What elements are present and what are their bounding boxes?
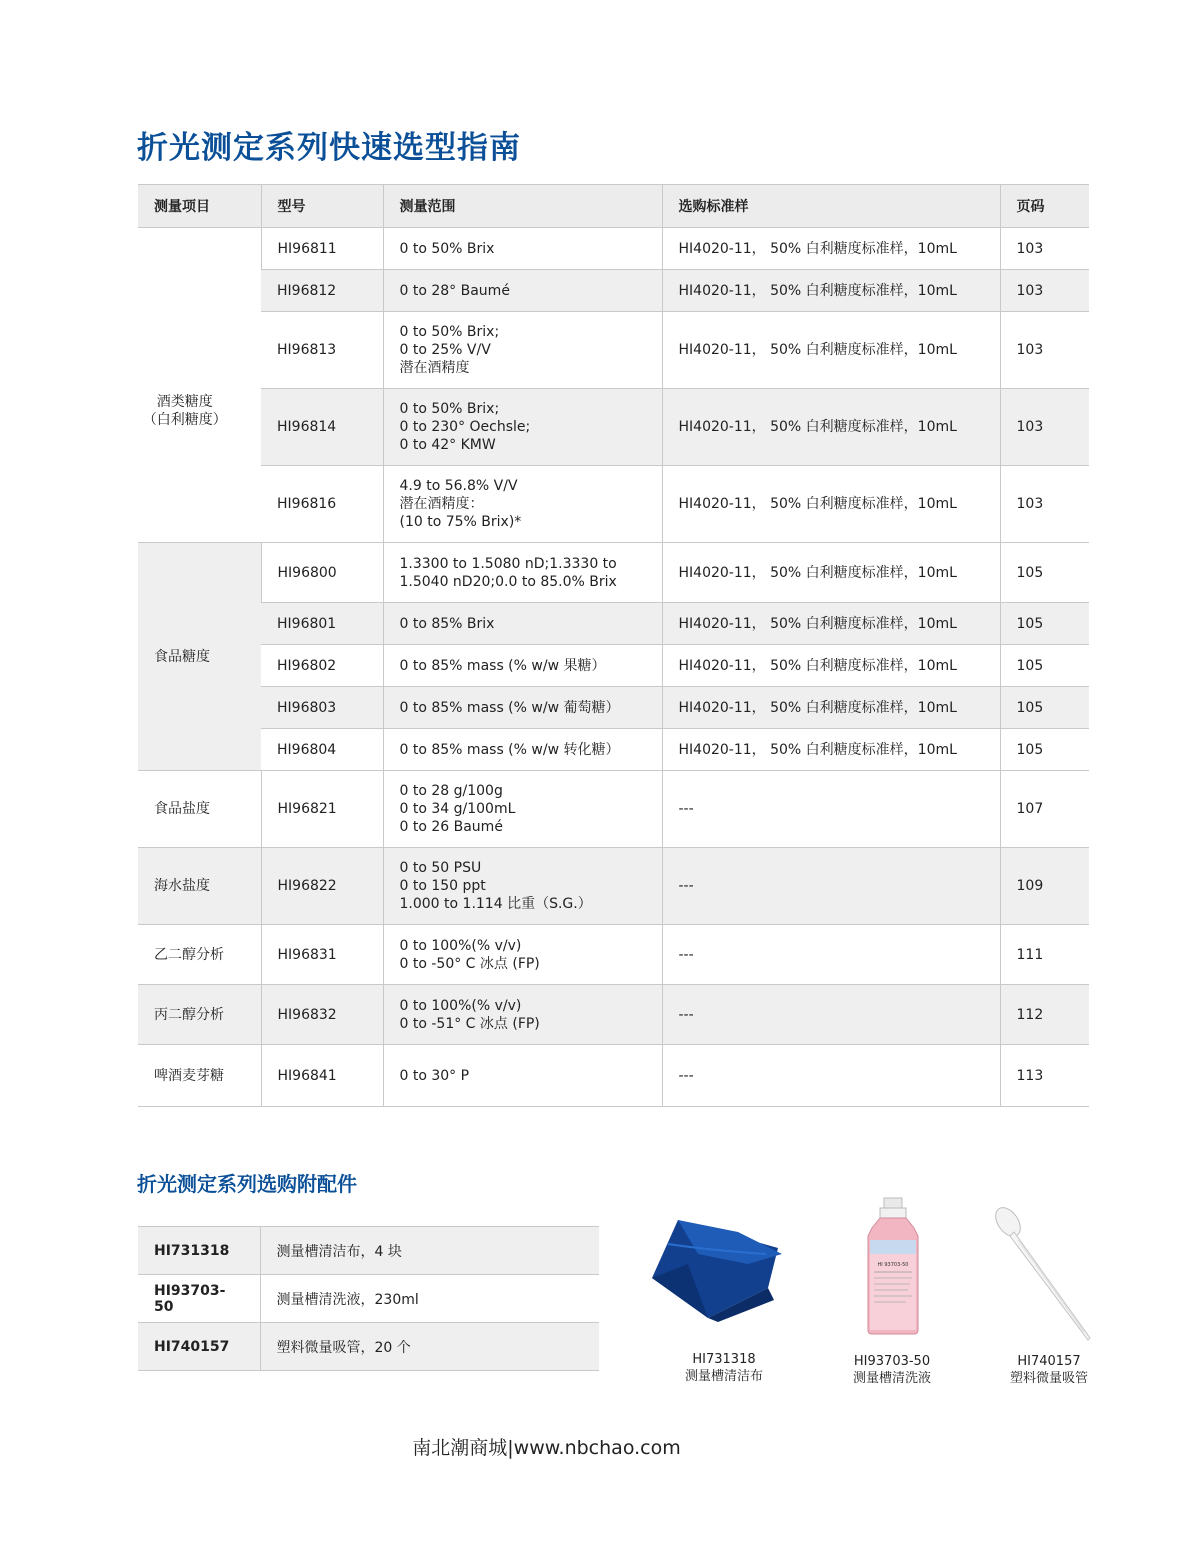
table-row [138, 603, 1089, 645]
standard-cell: HI4020-11， 50% 白利糖度标准样，10mL [662, 228, 1000, 270]
pipette-image [994, 1204, 1098, 1342]
model-cell: HI96803 [261, 687, 383, 729]
category-cell: 食品盐度 [138, 771, 261, 848]
range-cell: 0 to 28° Baumé [383, 270, 662, 312]
model-cell: HI96812 [261, 270, 383, 312]
model-cell: HI96814 [261, 389, 383, 466]
table-row [138, 543, 1089, 603]
accessories-title: 折光测定系列选购附配件 [137, 1172, 357, 1196]
accessory-row [138, 1227, 599, 1275]
table-row [138, 687, 1089, 729]
page-cell: 105 [1000, 543, 1089, 603]
product-code: HI740157 [1017, 1354, 1081, 1369]
product-name: 测量槽清洗液 [852, 1371, 931, 1386]
page-cell: 112 [1000, 985, 1089, 1045]
page-cell: 103 [1000, 270, 1089, 312]
accessory-desc: 塑料微量吸管，20 个 [260, 1323, 599, 1371]
standard-cell: HI4020-11， 50% 白利糖度标准样，10mL [662, 270, 1000, 312]
model-cell: HI96813 [261, 312, 383, 389]
accessories-table [138, 1226, 599, 1371]
product-caption [664, 1351, 784, 1385]
cleaning-solution-bottle-image [862, 1196, 924, 1336]
model-cell: HI96800 [261, 543, 383, 603]
accessory-desc: 测量槽清洗液，230ml [260, 1275, 599, 1323]
header-category: 测量项目 [138, 185, 261, 228]
range-cell: 0 to 85% mass (% w/w 果糖） [383, 645, 662, 687]
category-cell: 海水盐度 [138, 848, 261, 925]
page-cell: 107 [1000, 771, 1089, 848]
header-range: 测量范围 [383, 185, 662, 228]
range-cell: 1.3300 to 1.5080 nD;1.3330 to 1.5040 nD20;0.0 to 85.0% Brix [383, 543, 662, 603]
standard-cell: HI4020-11， 50% 白利糖度标准样，10mL [662, 603, 1000, 645]
category-cell: 丙二醇分析 [138, 985, 261, 1045]
standard-cell: HI4020-11， 50% 白利糖度标准样，10mL [662, 645, 1000, 687]
range-cell: 0 to 85% mass (% w/w 转化糖） [383, 729, 662, 771]
accessory-row [138, 1275, 599, 1323]
product-name: 测量槽清洁布 [684, 1369, 763, 1384]
category-cell: 酒类糖度 （白利糖度） [138, 228, 261, 543]
standard-cell: HI4020-11， 50% 白利糖度标准样，10mL [662, 687, 1000, 729]
footer-text: 南北潮商城|www.nbchao.com [412, 1437, 681, 1459]
selection-guide-table [138, 184, 1089, 1107]
range-cell: 0 to 100%(% v/v) 0 to -51° C 冰点 (FP) [383, 985, 662, 1045]
range-cell: 0 to 28 g/100g 0 to 34 g/100mL 0 to 26 Baumé [383, 771, 662, 848]
category-cell: 食品糖度 [138, 543, 261, 771]
standard-cell: --- [662, 985, 1000, 1045]
product-caption [990, 1353, 1108, 1387]
page-cell: 105 [1000, 687, 1089, 729]
table-row [138, 771, 1089, 848]
table-header-row [138, 185, 1089, 228]
standard-cell: --- [662, 1045, 1000, 1107]
category-cell: 啤酒麦芽糖 [138, 1045, 261, 1107]
range-cell: 4.9 to 56.8% V/V 潜在酒精度： (10 to 75% Brix)* [383, 466, 662, 543]
model-cell: HI96802 [261, 645, 383, 687]
product-code: HI731318 [692, 1352, 756, 1367]
page-cell: 109 [1000, 848, 1089, 925]
table-row [138, 985, 1089, 1045]
header-model: 型号 [261, 185, 383, 228]
page-cell: 103 [1000, 466, 1089, 543]
cleaning-cloth-image [648, 1214, 788, 1324]
accessory-code: HI731318 [138, 1227, 260, 1275]
page-cell: 103 [1000, 228, 1089, 270]
standard-cell: HI4020-11， 50% 白利糖度标准样，10mL [662, 729, 1000, 771]
model-cell: HI96822 [261, 848, 383, 925]
table-row [138, 645, 1089, 687]
product-code: HI93703-50 [853, 1354, 931, 1369]
table-row [138, 270, 1089, 312]
page-title: 折光测定系列快速选型指南 [137, 130, 521, 166]
header-page: 页码 [1000, 185, 1089, 228]
model-cell: HI96804 [261, 729, 383, 771]
model-cell: HI96811 [261, 228, 383, 270]
range-cell: 0 to 85% Brix [383, 603, 662, 645]
page-cell: 103 [1000, 312, 1089, 389]
model-cell: HI96816 [261, 466, 383, 543]
product-caption [832, 1353, 952, 1387]
standard-cell: HI4020-11， 50% 白利糖度标准样，10mL [662, 312, 1000, 389]
model-cell: HI96821 [261, 771, 383, 848]
table-row [138, 848, 1089, 925]
range-cell: 0 to 50% Brix; 0 to 230° Oechsle; 0 to 42° KMW [383, 389, 662, 466]
table-row [138, 312, 1089, 389]
model-cell: HI96801 [261, 603, 383, 645]
range-cell: 0 to 50% Brix [383, 228, 662, 270]
page-cell: 113 [1000, 1045, 1089, 1107]
accessory-code: HI740157 [138, 1323, 260, 1371]
table-row [138, 389, 1089, 466]
range-cell: 0 to 100%(% v/v) 0 to -50° C 冰点 (FP) [383, 925, 662, 985]
product-name: 塑料微量吸管 [1009, 1371, 1088, 1386]
standard-cell: --- [662, 925, 1000, 985]
standard-cell: --- [662, 771, 1000, 848]
standard-cell: HI4020-11， 50% 白利糖度标准样，10mL [662, 466, 1000, 543]
standard-cell: --- [662, 848, 1000, 925]
range-cell: 0 to 85% mass (% w/w 葡萄糖） [383, 687, 662, 729]
bottle-label-text: HI 93703-50 [877, 1262, 909, 1268]
table-row [138, 228, 1089, 270]
page-cell: 105 [1000, 645, 1089, 687]
table-row [138, 1045, 1089, 1107]
header-standard: 选购标准样 [662, 185, 1000, 228]
range-cell: 0 to 50% Brix; 0 to 25% V/V 潜在酒精度 [383, 312, 662, 389]
page-cell: 103 [1000, 389, 1089, 466]
standard-cell: HI4020-11， 50% 白利糖度标准样，10mL [662, 389, 1000, 466]
page-cell: 111 [1000, 925, 1089, 985]
category-cell: 乙二醇分析 [138, 925, 261, 985]
standard-cell: HI4020-11， 50% 白利糖度标准样，10mL [662, 543, 1000, 603]
table-row [138, 729, 1089, 771]
accessory-row [138, 1323, 599, 1371]
model-cell: HI96831 [261, 925, 383, 985]
model-cell: HI96832 [261, 985, 383, 1045]
table-row [138, 925, 1089, 985]
page-cell: 105 [1000, 729, 1089, 771]
range-cell: 0 to 50 PSU 0 to 150 ppt 1.000 to 1.114 比重（S.G.） [383, 848, 662, 925]
table-row [138, 466, 1089, 543]
model-cell: HI96841 [261, 1045, 383, 1107]
accessory-code: HI93703-50 [138, 1275, 260, 1323]
accessory-desc: 测量槽清洁布，4 块 [260, 1227, 599, 1275]
page-cell: 105 [1000, 603, 1089, 645]
range-cell: 0 to 30° P [383, 1045, 662, 1107]
